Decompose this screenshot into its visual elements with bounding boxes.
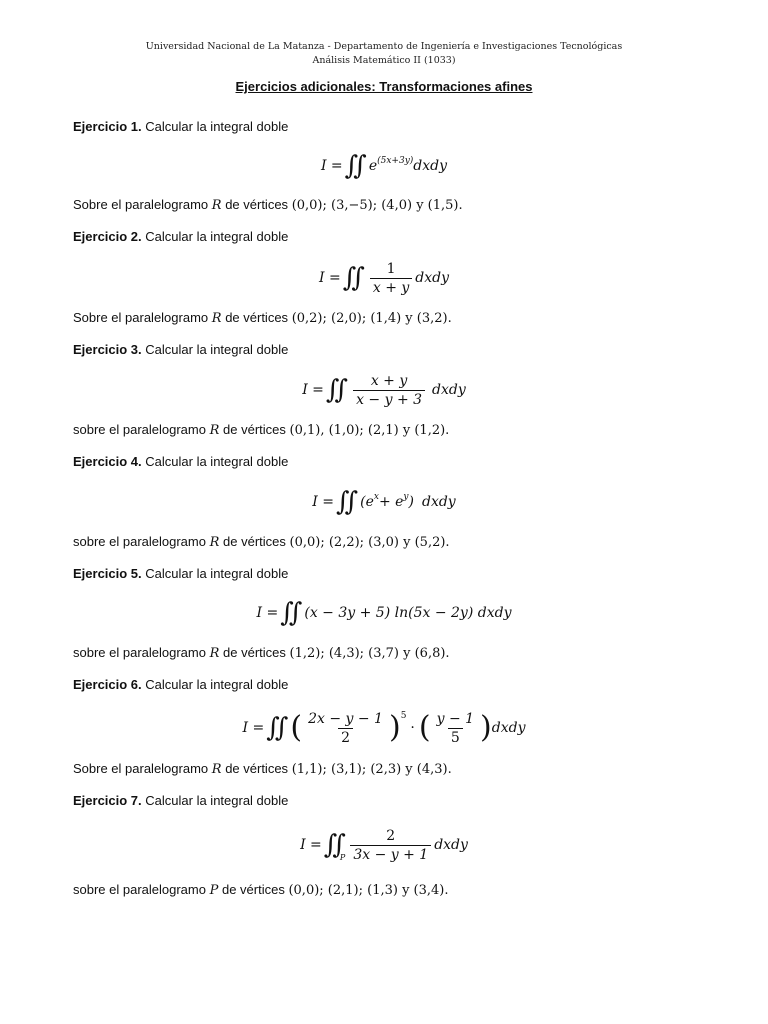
integrand-sup-y: y bbox=[403, 492, 409, 502]
formula-differential: dxdy bbox=[415, 270, 450, 286]
region-vertices: (0,2); (2,0); (1,4) y (3,2). bbox=[291, 311, 452, 326]
region-var: R bbox=[211, 198, 222, 213]
exercise-statement: Calcular la integral doble bbox=[145, 793, 289, 808]
region-vertices: (0,0); (3,−5); (4,0) y (1,5). bbox=[291, 198, 463, 213]
region-prefix: sobre el paralelogramo bbox=[73, 645, 206, 660]
formula-lhs: I = bbox=[302, 382, 324, 398]
page-title: Ejercicios adicionales: Transformaciones afines bbox=[235, 79, 533, 94]
exercise-label: Ejercicio 7. bbox=[73, 793, 142, 808]
paren-open: ( bbox=[290, 710, 303, 745]
formula-fraction-2 bbox=[434, 711, 477, 746]
integrand-close: ) bbox=[408, 494, 414, 510]
region-var: R bbox=[211, 311, 222, 326]
exercise-4-heading bbox=[73, 454, 288, 470]
exercise-label: Ejercicio 2. bbox=[73, 229, 142, 244]
region-mid: de vértices bbox=[225, 310, 289, 325]
fraction-numerator: x + y bbox=[370, 372, 408, 389]
integrand-open: (e bbox=[360, 494, 374, 510]
exercise-label: Ejercicio 3. bbox=[73, 342, 142, 357]
double-integral-symbol: ∬ bbox=[335, 487, 350, 517]
double-integral-symbol: ∬ bbox=[325, 375, 340, 405]
exercise-label: Ejercicio 6. bbox=[73, 677, 142, 692]
double-integral-symbol: ∬ bbox=[266, 713, 280, 743]
formula-base: e bbox=[368, 158, 378, 174]
formula-integrand: (x − 3y + 5) ln(5x − 2y) dxdy bbox=[304, 605, 512, 621]
exercise-label: Ejercicio 4. bbox=[73, 454, 142, 469]
exercise-statement: Calcular la integral doble bbox=[145, 677, 289, 692]
fraction-denominator: x + y bbox=[370, 278, 412, 296]
region-mid: de vértices bbox=[225, 761, 289, 776]
header-course: Análisis Matemático II (1033) bbox=[312, 55, 456, 66]
formula-dot: · bbox=[410, 720, 415, 736]
formula-fraction bbox=[353, 373, 425, 408]
exercise-label: Ejercicio 1. bbox=[73, 119, 142, 134]
fraction-denominator: 2 bbox=[338, 728, 353, 746]
region-vertices: (1,2); (4,3); (3,7) y (6,8). bbox=[289, 646, 450, 661]
exercise-2-heading bbox=[73, 229, 288, 245]
region-prefix: Sobre el paralelogramo bbox=[73, 761, 209, 776]
region-prefix: sobre el paralelogramo bbox=[73, 882, 206, 897]
formula-fraction bbox=[350, 828, 431, 863]
exercise-1-formula bbox=[0, 152, 768, 180]
exercise-7-region bbox=[73, 882, 449, 899]
integrand-plus: + e bbox=[378, 494, 404, 510]
formula-lhs: I = bbox=[320, 158, 343, 174]
paren-open: ( bbox=[418, 710, 431, 745]
exercise-label: Ejercicio 5. bbox=[73, 566, 142, 581]
region-vertices: (1,1); (3,1); (2,3) y (4,3). bbox=[291, 762, 452, 777]
fraction-denominator: 3x − y + 1 bbox=[350, 845, 431, 863]
exercise-statement: Calcular la integral doble bbox=[145, 342, 289, 357]
exercise-6-region bbox=[73, 761, 452, 778]
fraction-numerator: 1 bbox=[386, 260, 396, 277]
formula-differential: dxdy bbox=[491, 720, 526, 736]
fraction-denominator: x − y + 3 bbox=[353, 390, 425, 408]
exercise-6-heading bbox=[73, 677, 288, 693]
exercise-3-formula bbox=[0, 371, 768, 409]
paren-close: ) bbox=[480, 710, 492, 745]
paren-close: ) bbox=[388, 710, 401, 745]
exercise-4-formula bbox=[0, 488, 768, 516]
formula-differential: dxdy bbox=[421, 494, 456, 510]
exercise-2-region bbox=[73, 310, 452, 327]
double-integral-symbol: ∬ bbox=[342, 263, 356, 293]
exercise-4-region bbox=[73, 534, 450, 551]
region-mid: de vértices bbox=[223, 422, 286, 437]
formula-power: 5 bbox=[400, 711, 407, 721]
formula-exponent: (5x+3y) bbox=[377, 156, 414, 166]
exercise-7-formula bbox=[0, 823, 768, 867]
region-vertices: (0,0); (2,1); (1,3) y (3,4). bbox=[288, 883, 449, 898]
formula-lhs: I = bbox=[300, 837, 322, 853]
formula-lhs: I = bbox=[318, 270, 341, 286]
exercise-5-region bbox=[73, 645, 450, 662]
region-vertices: (0,1), (1,0); (2,1) y (1,2). bbox=[289, 423, 450, 438]
exercise-statement: Calcular la integral doble bbox=[145, 566, 289, 581]
region-var: R bbox=[211, 762, 222, 777]
exercise-5-heading bbox=[73, 566, 288, 582]
formula-lhs: I = bbox=[242, 720, 265, 736]
double-integral-symbol: ∬ bbox=[323, 830, 337, 860]
exercise-3-heading bbox=[73, 342, 288, 358]
exercise-1-heading bbox=[73, 119, 288, 135]
region-var: R bbox=[209, 535, 220, 550]
formula-differential: dxdy bbox=[413, 158, 448, 174]
formula-fraction-1 bbox=[305, 711, 386, 746]
region-var: R bbox=[209, 423, 220, 438]
formula-lhs: I = bbox=[312, 494, 334, 510]
double-integral-symbol: ∬ bbox=[280, 598, 294, 628]
exercise-1-region bbox=[73, 197, 463, 214]
fraction-denominator: 5 bbox=[448, 728, 463, 746]
region-mid: de vértices bbox=[223, 645, 286, 660]
formula-lhs: I = bbox=[256, 605, 279, 621]
exercise-2-formula bbox=[0, 259, 768, 297]
region-vertices: (0,0); (2,2); (3,0) y (5,2). bbox=[289, 535, 450, 550]
header-institution: Universidad Nacional de La Matanza - Departamento de Ingeniería e Investigaciones Tecnológicas bbox=[145, 41, 623, 52]
region-mid: de vértices bbox=[225, 197, 289, 212]
region-prefix: Sobre el paralelogramo bbox=[73, 197, 209, 212]
region-prefix: Sobre el paralelogramo bbox=[73, 310, 209, 325]
region-prefix: sobre el paralelogramo bbox=[73, 422, 206, 437]
formula-fraction bbox=[370, 261, 412, 296]
integral-subscript: P bbox=[339, 852, 346, 862]
formula-differential: dxdy bbox=[432, 382, 466, 398]
exercise-statement: Calcular la integral doble bbox=[145, 119, 289, 134]
region-prefix: sobre el paralelogramo bbox=[73, 534, 206, 549]
exercise-3-region bbox=[73, 422, 449, 439]
region-mid: de vértices bbox=[221, 882, 285, 897]
exercise-6-formula bbox=[0, 708, 768, 748]
double-integral-symbol: ∬ bbox=[344, 151, 358, 181]
region-mid: de vértices bbox=[223, 534, 286, 549]
formula-differential: dxdy bbox=[434, 837, 468, 853]
exercise-5-formula bbox=[0, 599, 768, 627]
fraction-numerator: 2 bbox=[386, 827, 396, 844]
integrand-sup-x: x bbox=[373, 492, 379, 502]
region-var: P bbox=[209, 883, 219, 898]
fraction-numerator: 2x − y − 1 bbox=[308, 710, 383, 727]
exercise-7-heading bbox=[73, 793, 288, 809]
exercise-statement: Calcular la integral doble bbox=[145, 229, 289, 244]
fraction-numerator: y − 1 bbox=[436, 710, 475, 727]
region-var: R bbox=[209, 646, 220, 661]
exercise-statement: Calcular la integral doble bbox=[145, 454, 289, 469]
